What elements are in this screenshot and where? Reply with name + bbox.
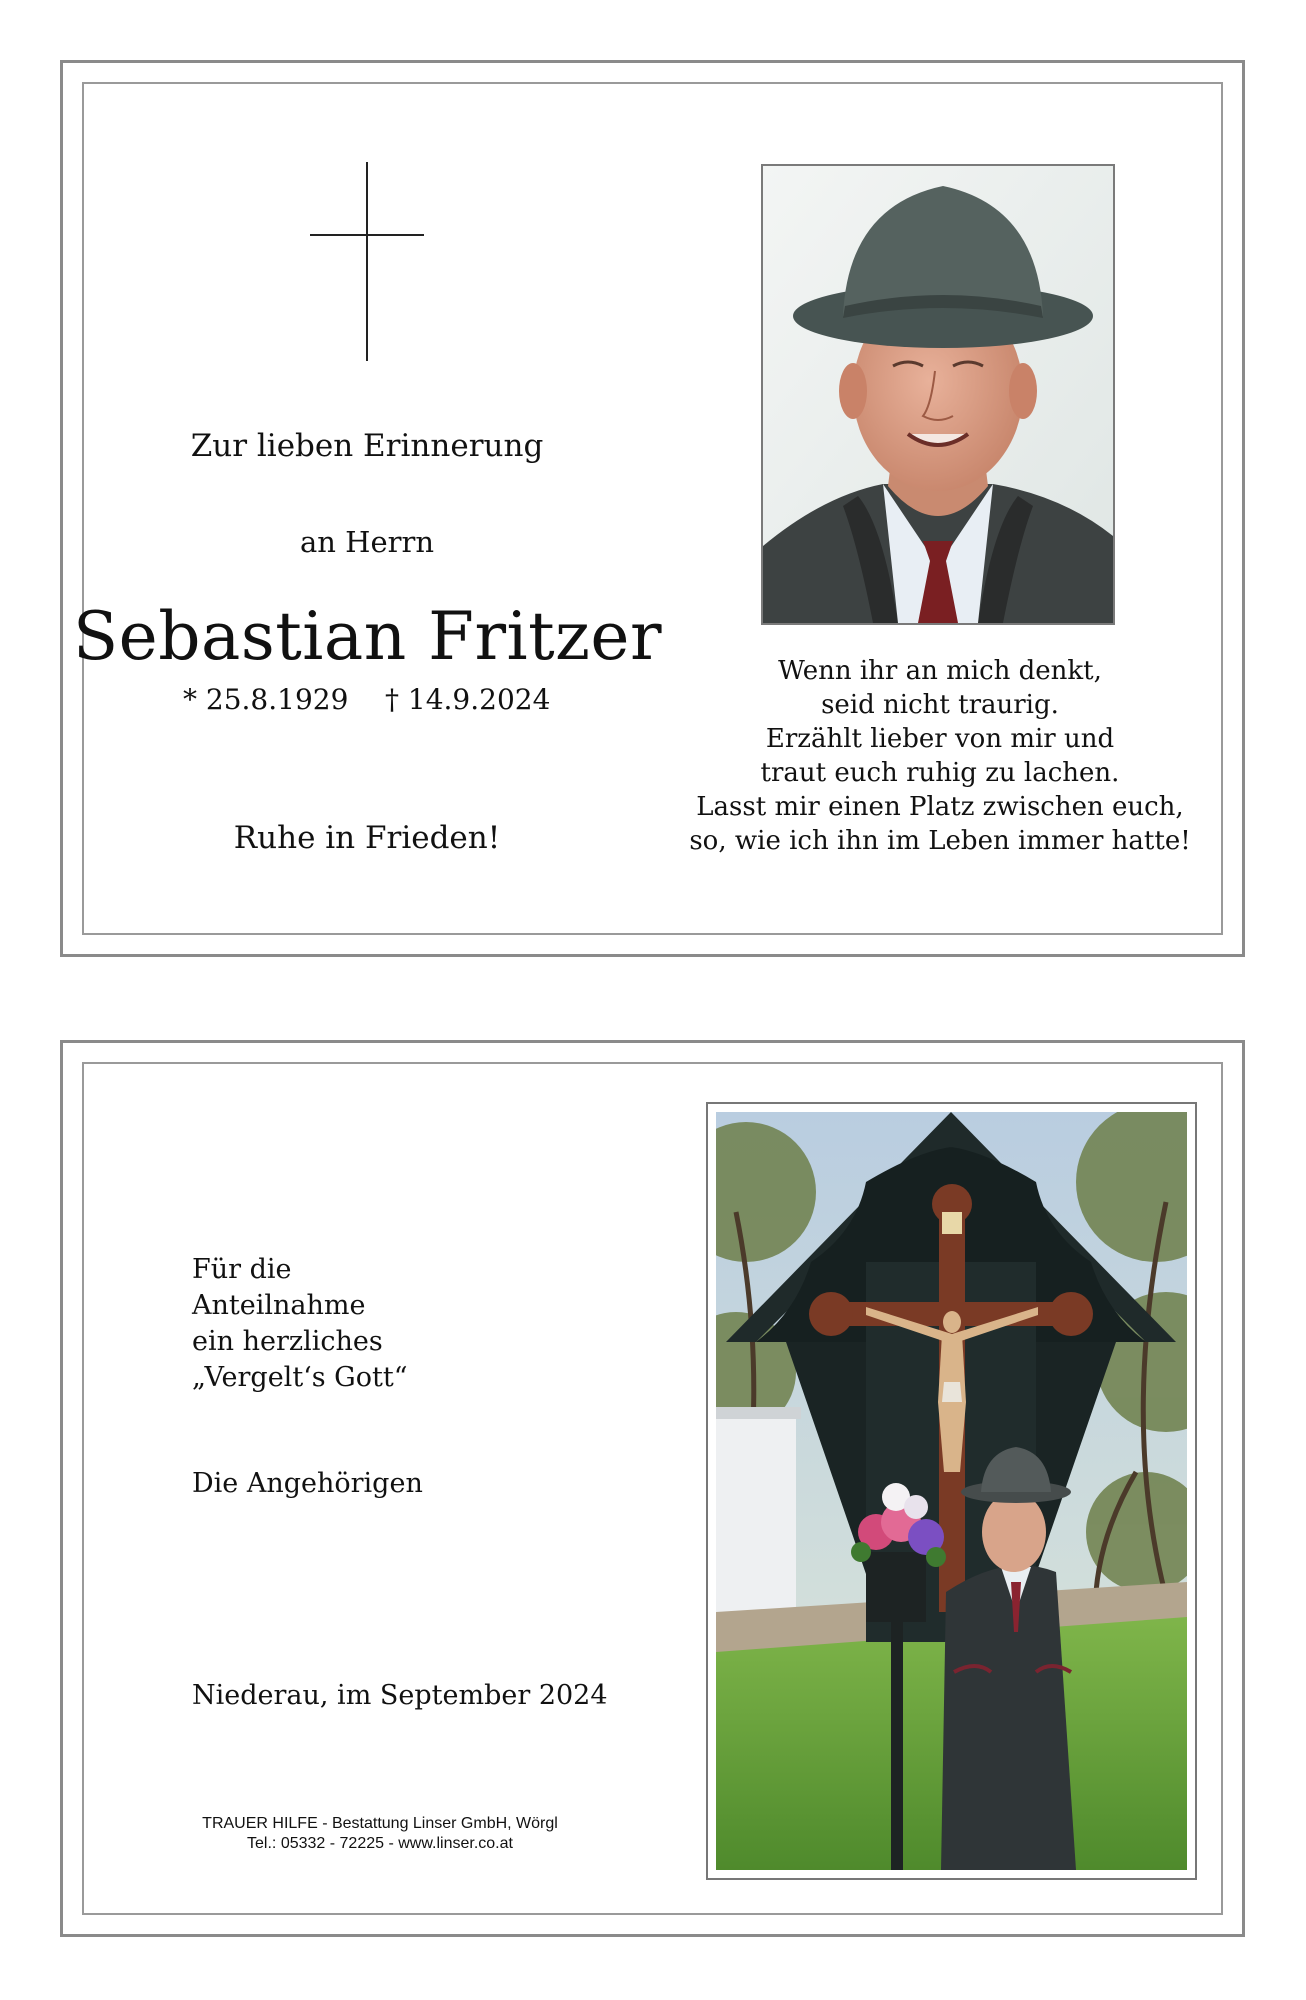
cross-icon-vertical [366, 162, 368, 361]
photo-image [716, 1112, 1187, 1870]
footer-line: Tel.: 05332 - 72225 - www.linser.co.at [247, 1835, 513, 1852]
poem [680, 654, 1200, 858]
poem-line: so, wie ich ihn im Leben immer hatte! [689, 826, 1191, 856]
poem-line: Erzählt lieber von mir und [765, 724, 1115, 754]
wayside-shrine-photo [706, 1102, 1197, 1880]
birth-date: * 25.8.1929 [183, 683, 349, 716]
deceased-name: Sebastian Fritzer [72, 598, 663, 675]
thanks-line: Anteilnahme [192, 1290, 366, 1321]
poem-line: traut euch ruhig zu lachen. [760, 758, 1120, 788]
portrait-photo [761, 164, 1115, 625]
cross-icon-horizontal [310, 234, 424, 236]
closing-text: Ruhe in Frieden! [233, 820, 501, 856]
salutation-text: an Herrn [299, 525, 435, 559]
death-date: † 14.9.2024 [385, 683, 551, 716]
poem-line: seid nicht traurig. [821, 690, 1059, 720]
thanks-line: Für die [192, 1254, 292, 1285]
thanks-text [192, 1252, 408, 1396]
place-date: Niederau, im September 2024 [192, 1680, 608, 1711]
poem-line: Wenn ihr an mich denkt, [778, 656, 1102, 686]
footer-line: TRAUER HILFE - Bestattung Linser GmbH, Wörgl [202, 1815, 558, 1832]
thanks-line: ein herzliches [192, 1326, 383, 1357]
intro-text: Zur lieben Erinnerung [190, 428, 544, 464]
thanks-line: „Vergelt‘s Gott“ [192, 1362, 408, 1393]
poem-line: Lasst mir einen Platz zwischen euch, [696, 792, 1184, 822]
family-signature: Die Angehörigen [192, 1468, 423, 1499]
funeral-home-footer [140, 1814, 620, 1854]
